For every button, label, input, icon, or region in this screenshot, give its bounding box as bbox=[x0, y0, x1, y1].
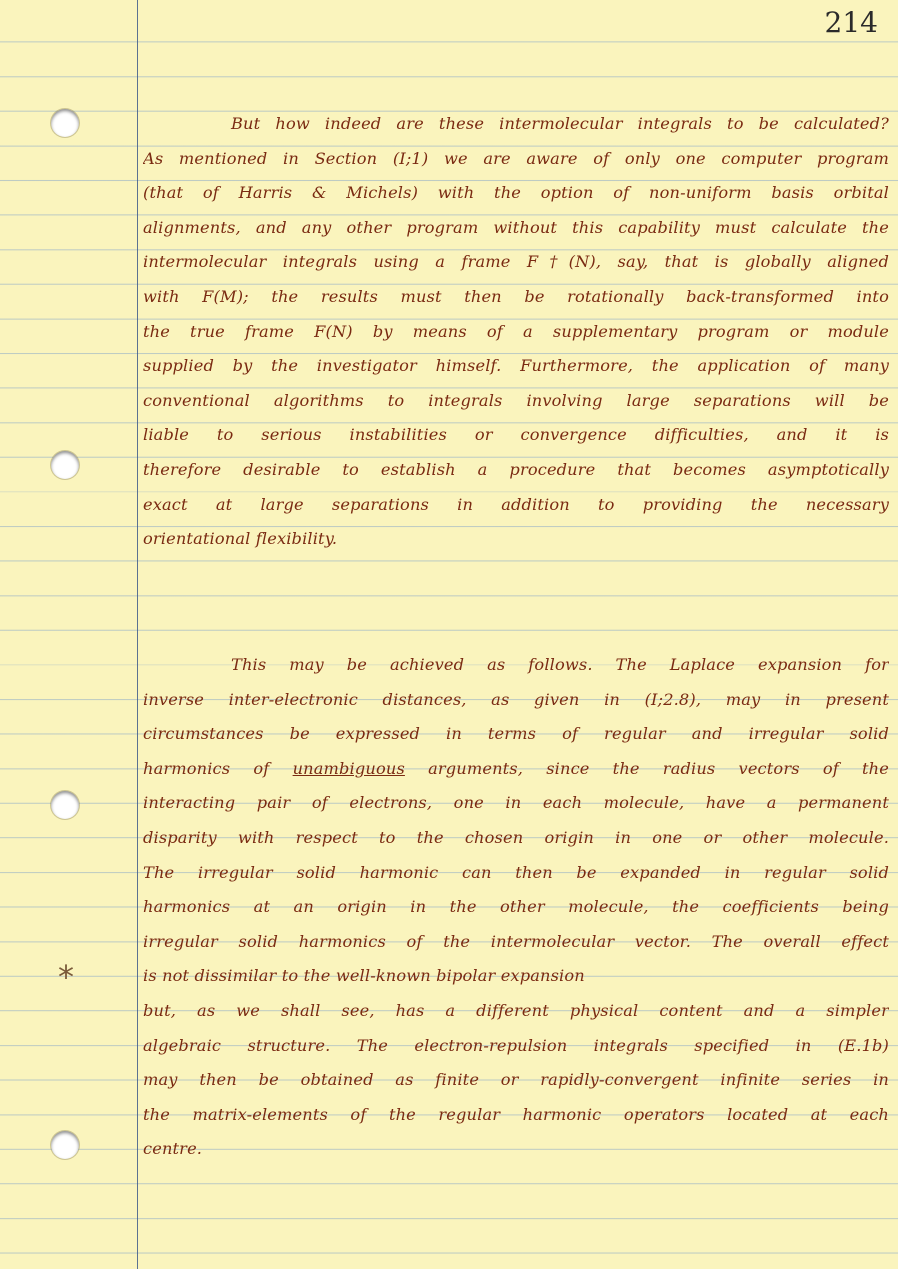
text-line-with-underline bbox=[143, 752, 889, 787]
text-line: harmonics at an origin in the other molecule, the coefficients being bbox=[143, 897, 889, 917]
page-number: 214 bbox=[824, 6, 878, 39]
text-line: is not dissimilar to the well-known bipolar expansion bbox=[143, 966, 585, 986]
text-line: As mentioned in Section (I;1) we are aware of only one computer program bbox=[143, 148, 889, 168]
text-line: The irregular solid harmonic can then be expanded in regular solid bbox=[143, 862, 889, 882]
punch-hole bbox=[51, 791, 79, 819]
text-line: may then be obtained as finite or rapidly-convergent infinite series in bbox=[143, 1070, 889, 1090]
text-line: the true frame F(N) by means of a supplementary program or module bbox=[143, 321, 889, 341]
text-line: interacting pair of electrons, one in each molecule, have a permanent bbox=[143, 793, 889, 813]
text-line: conventional algorithms to integrals involving large separations will be bbox=[143, 390, 889, 410]
text-line: with F(M); the results must then be rotationally back-transformed into bbox=[143, 286, 889, 306]
text-line: supplied by the investigator himself. Furthermore, the application of many bbox=[143, 356, 889, 376]
text-line: intermolecular integrals using a frame F†(N), say, that is globally aligned bbox=[143, 252, 889, 272]
text-line: exact at large separations in addition to providing the necessary bbox=[143, 494, 889, 514]
text-line: therefore desirable to establish a procedure that becomes asymptotically bbox=[143, 459, 889, 479]
text-line: irregular solid harmonics of the intermolecular vector. The overall effect bbox=[143, 931, 889, 951]
text-line: (that of Harris & Michels) with the option of non-uniform basis orbital bbox=[143, 183, 889, 203]
paragraph-2 bbox=[143, 648, 889, 1167]
text-line: inverse inter-electronic distances, as given in (I;2.8), may in present bbox=[143, 689, 889, 709]
punch-hole bbox=[51, 109, 79, 137]
text-line: alignments, and any other program without this capability must calculate the bbox=[143, 217, 889, 237]
text-line: orientational flexibility. bbox=[143, 529, 338, 549]
text-segment: arguments, since the radius vectors of the bbox=[404, 758, 889, 778]
text-line: circumstances be expressed in terms of regular and irregular solid bbox=[143, 724, 889, 744]
text-segment: harmonics of bbox=[143, 758, 293, 778]
text-line: This may be achieved as follows. The Laplace expansion for bbox=[231, 655, 889, 674]
text-line: disparity with respect to the chosen origin in one or other molecule. bbox=[143, 827, 889, 847]
underlined-word: unambiguous bbox=[292, 758, 405, 778]
text-line: centre. bbox=[143, 1139, 203, 1159]
text-line: algebraic structure. The electron-repulsion integrals specified in (E.1b) bbox=[143, 1035, 889, 1055]
punch-hole bbox=[51, 451, 79, 479]
margin-asterisk: * bbox=[58, 958, 74, 996]
text-line: the matrix-elements of the regular harmonic operators located at each bbox=[143, 1104, 889, 1124]
paragraph-1 bbox=[143, 107, 889, 557]
text-line: But how indeed are these intermolecular integrals to be calculated? bbox=[231, 114, 889, 133]
text-line: liable to serious instabilities or convergence difficulties, and it is bbox=[143, 425, 889, 445]
text-line: but, as we shall see, has a different physical content and a simpler bbox=[143, 1000, 889, 1020]
margin-line bbox=[137, 0, 138, 1269]
punch-hole bbox=[51, 1131, 79, 1159]
